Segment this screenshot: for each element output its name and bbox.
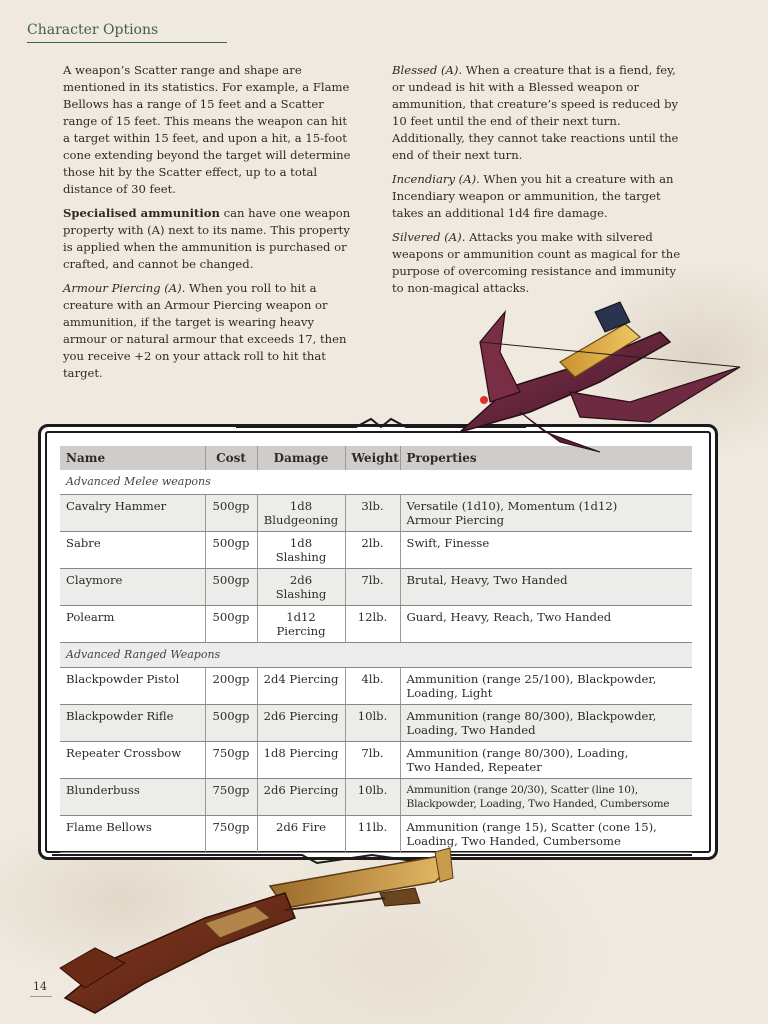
weapon-cost: 200gp xyxy=(205,668,257,705)
weapon-weight: 4lb. xyxy=(345,668,400,705)
weapon-damage: 2d6 Fire xyxy=(257,816,345,853)
scatter-paragraph: A weapon’s Scatter range and shape are mentioned in its statistics. For example, a Flame Bellows has a range of 15 feet and a Scatter range of 15 feet. This means the weapon can hit a target within 15 feet, and upon a hit, a 15-foot cone extending beyond the target will determine those hit by the Scatter effect, up to a total distance of 30 feet. xyxy=(63,63,351,196)
weapon-damage: 2d4 Piercing xyxy=(257,668,345,705)
weapon-damage: 2d6 Slashing xyxy=(257,569,345,606)
section-label: Advanced Melee weapons xyxy=(60,470,692,495)
table-row xyxy=(60,532,692,569)
properties-line: Armour Piercing xyxy=(406,513,505,527)
silvered-text: Attacks you make with silvered weapons or ammunition count as magical for the purpose of overcoming resistance and immunity to non-magical attacks. xyxy=(392,230,681,295)
weapon-damage xyxy=(257,495,345,532)
properties-line: Two Handed, Repeater xyxy=(406,760,542,774)
table-row xyxy=(60,569,692,606)
weapon-name: Sabre xyxy=(60,532,205,569)
col-header-properties: Properties xyxy=(400,446,692,470)
properties-line: Loading, Light xyxy=(406,686,493,700)
table-row xyxy=(60,606,692,643)
col-header-cost: Cost xyxy=(205,446,257,470)
weapon-damage: 1d8 Slashing xyxy=(257,532,345,569)
blessed-text: When a creature that is a fiend, fey, or undead is hit with a Blessed weapon or ammunition, that creature’s speed is reduced by 10 feet until the end of their next turn. Additionally, they cannot take reactions until the end of their next turn. xyxy=(392,63,679,162)
weapon-weight: 11lb. xyxy=(345,816,400,853)
silvered-paragraph xyxy=(392,229,686,297)
weapon-weight: 2lb. xyxy=(345,532,400,569)
armour-piercing-term: Armour Piercing (A). xyxy=(63,281,186,295)
weapon-weight: 7lb. xyxy=(345,742,400,779)
weapon-cost: 750gp xyxy=(205,816,257,853)
properties-line: Ammunition (range 25/100), Blackpowder, xyxy=(406,672,657,686)
weapon-properties xyxy=(400,816,692,853)
silvered-term: Silvered (A). xyxy=(392,230,466,244)
weapon-properties xyxy=(400,779,692,816)
weapon-name: Claymore xyxy=(60,569,205,606)
section-row-ranged xyxy=(60,643,692,668)
col-header-weight: Weight xyxy=(345,446,400,470)
weapon-cost: 500gp xyxy=(205,606,257,643)
incendiary-term: Incendiary (A). xyxy=(392,172,480,186)
damage-dice: 1d8 xyxy=(289,499,313,513)
weapon-properties xyxy=(400,495,692,532)
table-row xyxy=(60,668,692,705)
musket-illustration xyxy=(55,848,455,1018)
properties-line: Blackpowder, Loading, Two Handed, Cumbersome xyxy=(406,798,670,810)
weapon-name: Cavalry Hammer xyxy=(60,495,205,532)
specialised-ammo-paragraph xyxy=(63,205,357,273)
weapon-name: Blackpowder Pistol xyxy=(60,668,205,705)
col-header-name: Name xyxy=(60,446,205,470)
table-row xyxy=(60,705,692,742)
blessed-paragraph xyxy=(392,62,686,164)
properties-line: Loading, Two Handed, Cumbersome xyxy=(406,834,621,848)
damage-type: Bludgeoning xyxy=(263,513,339,527)
weapon-cost: 500gp xyxy=(205,705,257,742)
incendiary-paragraph xyxy=(392,171,686,222)
weapon-weight: 10lb. xyxy=(345,779,400,816)
blessed-term: Blessed (A). xyxy=(392,63,463,77)
armour-piercing-text: When you roll to hit a creature with an Armour Piercing weapon or ammunition, if the target is wearing heavy armour or natural armour that exceeds 17, then you receive +2 on your attack roll to hit that target. xyxy=(63,281,347,380)
weapon-damage: 1d12 Piercing xyxy=(257,606,345,643)
right-text-column xyxy=(392,62,686,304)
weapon-name: Blunderbuss xyxy=(60,779,205,816)
properties-line: Versatile (1d10), Momentum (1d12) xyxy=(406,499,618,513)
section-label: Advanced Ranged Weapons xyxy=(60,643,692,668)
weapon-damage: 2d6 Piercing xyxy=(257,779,345,816)
weapon-properties xyxy=(400,705,692,742)
incendiary-text: When you hit a creature with an Incendiary weapon or ammunition, the target takes an additional 1d4 fire damage. xyxy=(392,172,674,220)
weapon-weight: 12lb. xyxy=(345,606,400,643)
weapon-properties xyxy=(400,668,692,705)
weapon-name: Polearm xyxy=(60,606,205,643)
properties-line: Ammunition (range 80/300), Blackpowder, xyxy=(406,709,657,723)
weapon-weight: 3lb. xyxy=(345,495,400,532)
col-header-damage: Damage xyxy=(257,446,345,470)
properties-line: Ammunition (range 15), Scatter (cone 15), xyxy=(406,820,657,834)
table-row xyxy=(60,816,692,853)
weapon-properties xyxy=(400,742,692,779)
weapon-damage: 2d6 Piercing xyxy=(257,705,345,742)
specialised-ammo-term: Specialised ammunition xyxy=(63,206,220,220)
properties-line: Loading, Two Handed xyxy=(406,723,536,737)
page-number: 14 xyxy=(33,980,47,993)
weapon-properties: Guard, Heavy, Reach, Two Handed xyxy=(400,606,692,643)
left-text-column xyxy=(63,62,357,389)
weapon-name: Blackpowder Rifle xyxy=(60,705,205,742)
weapon-cost: 500gp xyxy=(205,532,257,569)
weapon-cost: 750gp xyxy=(205,779,257,816)
advanced-weapons-table xyxy=(60,446,692,853)
page-number-rule xyxy=(30,996,52,997)
section-title: Character Options xyxy=(27,22,159,38)
specialised-ammo-text: can have one weapon property with (A) next to its name. This property is applied when the ammunition is purchased or crafted, and cannot be changed. xyxy=(63,206,351,271)
header-underline xyxy=(27,42,227,43)
weapon-name: Repeater Crossbow xyxy=(60,742,205,779)
weapon-name: Flame Bellows xyxy=(60,816,205,853)
section-row-melee xyxy=(60,470,692,495)
weapon-cost: 500gp xyxy=(205,569,257,606)
weapon-damage: 1d8 Piercing xyxy=(257,742,345,779)
weapon-weight: 10lb. xyxy=(345,705,400,742)
weapon-cost: 750gp xyxy=(205,742,257,779)
crossbow-illustration xyxy=(450,292,750,462)
weapon-weight: 7lb. xyxy=(345,569,400,606)
table-row xyxy=(60,779,692,816)
weapon-cost: 500gp xyxy=(205,495,257,532)
properties-line: Ammunition (range 20/30), Scatter (line 10), xyxy=(406,784,638,796)
page-header xyxy=(27,22,227,43)
properties-line: Ammunition (range 80/300), Loading, xyxy=(406,746,629,760)
weapon-properties: Brutal, Heavy, Two Handed xyxy=(400,569,692,606)
weapon-properties: Swift, Finesse xyxy=(400,532,692,569)
table-row xyxy=(60,742,692,779)
table-row xyxy=(60,495,692,532)
armour-piercing-paragraph xyxy=(63,280,357,382)
